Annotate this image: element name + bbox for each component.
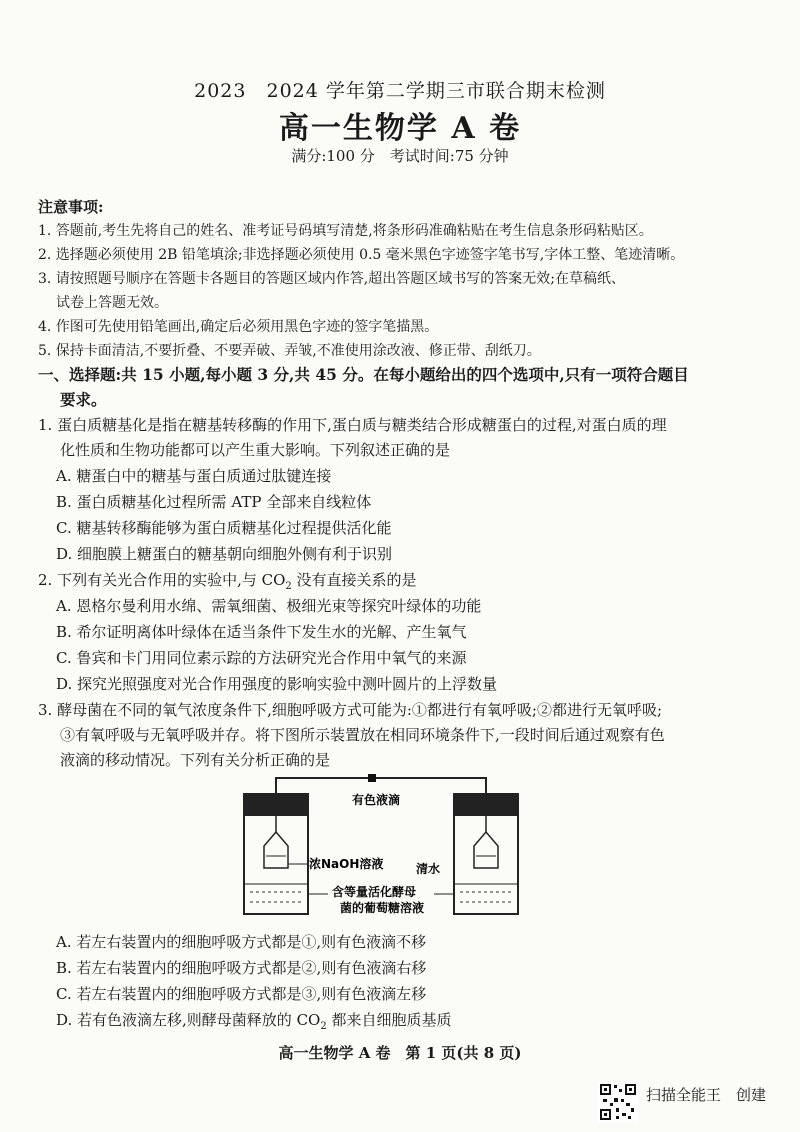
question-1-stem: 1. 蛋白质糖基化是指在糖基转移酶的作用下,蛋白质与糖类结合形成糖蛋白的过程,对蛋白质的理 bbox=[38, 416, 667, 434]
question-3-option-b: B. 若左右装置内的细胞呼吸方式都是②,则有色液滴右移 bbox=[56, 959, 427, 977]
score-and-time: 满分:100 分 考试时间:75 分钟 bbox=[291, 147, 509, 165]
question-2-option-b: B. 希尔证明离体叶绿体在适当条件下发生水的光解、产生氧气 bbox=[56, 623, 467, 641]
connecting-tube bbox=[276, 778, 486, 794]
right-flask-stopper bbox=[454, 794, 518, 816]
question-1-option-a: A. 糖蛋白中的糖基与蛋白质通过肽键连接 bbox=[56, 467, 332, 485]
note-item: 4. 作图可先使用铅笔画出,确定后必须用黑色字迹的签字笔描黑。 bbox=[38, 319, 439, 335]
right-beaker bbox=[474, 832, 498, 868]
section-heading-continued: 要求。 bbox=[60, 390, 107, 409]
question-1-stem-continued: 化性质和生物功能都可以产生重大影响。下列叙述正确的是 bbox=[60, 441, 451, 459]
question-2-option-a: A. 恩格尔曼利用水绵、需氧细菌、极细光束等探究叶绿体的功能 bbox=[56, 597, 482, 615]
exam-session-header: 2023 2024 学年第二学期三市联合期末检测 bbox=[194, 80, 606, 102]
scanner-watermark: 扫描全能王 创建 bbox=[646, 1086, 767, 1104]
note-item: 1. 答题前,考生先将自己的姓名、准考证号码填写清楚,将条形码准确粘贴在考生信息条形码粘贴区。 bbox=[38, 223, 653, 239]
question-3-stem-continued: ③有氧呼吸与无氧呼吸并存。将下图所示装置放在相同环境条件下,一段时间后通过观察有色 bbox=[60, 726, 665, 744]
label-yeast-solution: 含等量活化酵母 bbox=[332, 885, 417, 899]
question-1-option-b: B. 蛋白质糖基化过程所需 ATP 全部来自线粒体 bbox=[56, 493, 372, 511]
colored-droplet bbox=[368, 774, 376, 782]
exam-title: 高一生物学 A 卷 bbox=[278, 111, 522, 146]
respiration-apparatus-diagram bbox=[236, 772, 528, 922]
notes-title: 注意事项: bbox=[38, 198, 104, 216]
question-3-option-a: A. 若左右装置内的细胞呼吸方式都是①,则有色液滴不移 bbox=[56, 933, 427, 951]
label-colored-droplet: 有色液滴 bbox=[352, 793, 401, 807]
question-1-option-d: D. 细胞膜上糖蛋白的糖基朝向细胞外侧有利于识别 bbox=[56, 545, 393, 563]
note-item: 2. 选择题必须使用 2B 铅笔填涂;非选择题必须使用 0.5 毫米黑色字迹签字笔书写,字体工整、笔迹清晰。 bbox=[38, 247, 685, 263]
label-clear-water: 清水 bbox=[416, 862, 441, 876]
left-beaker bbox=[264, 832, 288, 868]
left-flask-stopper bbox=[244, 794, 308, 816]
qr-code-icon bbox=[598, 1082, 638, 1122]
note-item-continued: 试卷上答题无效。 bbox=[56, 295, 168, 311]
note-item: 3. 请按照题号顺序在答题卡各题目的答题区域内作答,超出答题区域书写的答案无效;在草稿纸、 bbox=[38, 271, 625, 287]
label-yeast-solution-2: 菌的葡萄糖溶液 bbox=[340, 901, 425, 915]
label-naoh-solution: 浓NaOH溶液 bbox=[309, 857, 384, 871]
question-2-stem: 2. 下列有关光合作用的实验中,与 $CO_2$ 没有直接关系的是 bbox=[38, 571, 417, 592]
question-1-option-c: C. 糖基转移酶能够为蛋白质糖基化过程提供活化能 bbox=[56, 519, 392, 537]
page-footer: 高一生物学 A 卷 第 1 页(共 8 页) bbox=[278, 1044, 522, 1062]
note-item: 5. 保持卡面清洁,不要折叠、不要弄破、弄皱,不准使用涂改液、修正带、刮纸刀。 bbox=[38, 343, 541, 359]
question-3-option-d: D. 若有色液滴左移,则酵母菌释放的 $CO_2$ 都来自细胞质基质 bbox=[56, 1011, 452, 1032]
question-2-option-c: C. 鲁宾和卡门用同位素示踪的方法研究光合作用中氧气的来源 bbox=[56, 649, 467, 667]
question-3-option-c: C. 若左右装置内的细胞呼吸方式都是③,则有色液滴左移 bbox=[56, 985, 427, 1003]
question-3-stem: 3. 酵母菌在不同的氧气浓度条件下,细胞呼吸方式可能为:①都进行有氧呼吸;②都进行无氧呼吸; bbox=[38, 701, 663, 719]
question-3-stem-continued: 液滴的移动情况。下列有关分析正确的是 bbox=[60, 751, 331, 769]
section-heading: 一、选择题:共 15 小题,每小题 3 分,共 45 分。在每小题给出的四个选项中,只有一项符合题目 bbox=[38, 365, 689, 384]
question-2-option-d: D. 探究光照强度对光合作用强度的影响实验中测叶圆片的上浮数量 bbox=[56, 675, 498, 693]
